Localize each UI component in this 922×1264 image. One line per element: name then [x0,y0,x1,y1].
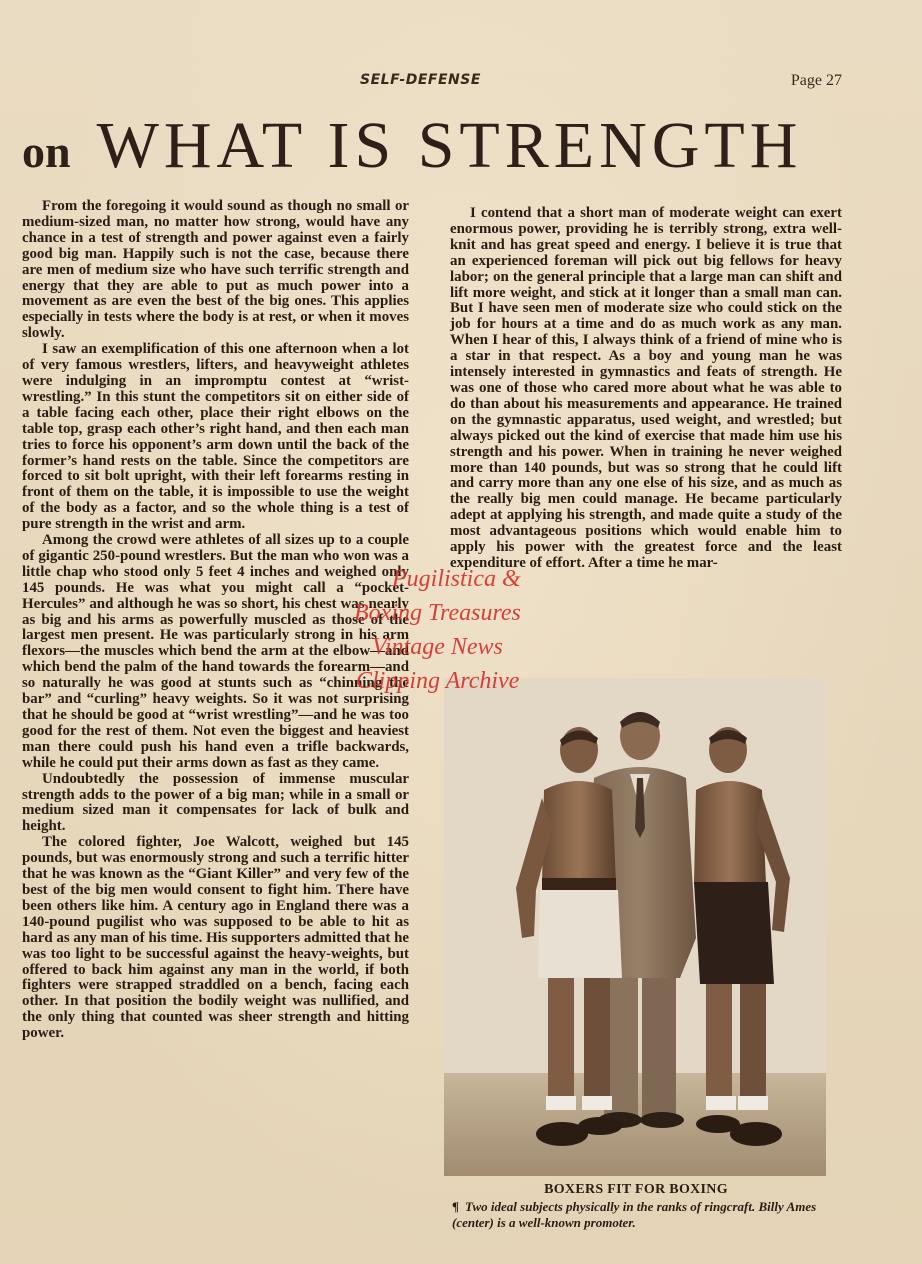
photo-caption [452,1199,832,1231]
paragraph: I contend that a short man of moderate weight can exert enormous power, providing he is terribly strong, extra well-knit and has great speed and energy. I believe it is true that an experienced foreman will pick out big fellows for heavy labor; on the general principle that a large man can shift and lift more weight, and stick at it longer than a small man can. But I have seen men of moderate size who could stick on the job for hours at a time and do as much work as any man. When I hear of this, I always think of a friend of mine who is a star in that respect. As a boy and young man he was intensely interested in gymnastics and feats of strength. He was one of those who cared more about what he was able to do than about his measurements and appearance. He trained on the gymnastic apparatus, used weight, and wrestled; but always picked out the kind of exercise that made him use his strength and his power. When in training he never weighed more than 140 pounds, but was so strong that he could lift and carry more than any one else of his size, and as much as the really big men could manage. He became particularly adept at applying his strength, and made quite a study of the most advantageous positions which would enable him to apply his power with the greatest force and the least expenditure of effort. After a time he mar- [450,205,842,571]
photo-caption-text: Two ideal subjects physically in the ranks of ringcraft. Billy Ames (center) is a well-known promoter. [452,1199,817,1230]
right-column [450,206,842,572]
paragraph: I saw an exemplification of this one afternoon when a lot of very famous wrestlers, lifters, and heavyweight athletes were indulging in an impromptu contest at “wrist-wrestling.” In this stunt the competitors sit on either side of a table facing each other, place their right elbows on the table top, grasp each other’s right hand, and then each man tries to force his opponent’s arm down until the back of the former’s hand rests on the table. Since the competitors are forced to sit bolt upright, with their left forearms resting in front of them on the table, it is impossible to use the weight of the body as a factor, and so the whole thing is a test of pure strength in the wrist and arm. [22,341,409,533]
paragraph: The colored fighter, Joe Walcott, weighed but 145 pounds, but was enormously strong and such a terrific hitter that he was known as the “Giant Killer” and very few of the best of the big men would consent to fight him. There have been others like him. A century ago in England there was a 140-pound pugilist who was supposed to be able to hit as hard as any man of his time. His supporters admitted that he was too light to be successful against the heavy-weights, but offered to back him against any man in the world, if both fighters were strapped straddled on a bench, facing each other. In that position the bodily weight was nullified, and the only thing that counted was sheer strength and hitting power. [22,834,409,1042]
watermark [350,562,650,698]
title-prefix: on [22,126,71,177]
article-title [22,108,902,188]
photo-caption-title: BOXERS FIT FOR BOXING [544,1182,728,1197]
watermark-line: Boxing Treasures [354,600,521,626]
watermark-line: Pugilistica & [392,566,521,592]
paragraph: From the foregoing it would sound as though no small or medium-sized man, no matter how strong, would have any chance in a test of strength and power against even a fairly good big man. Happily such is not the case, because there are men of medium size who have such terrific strength and energy that they are able to put as much power into a movement as are even the best of the big ones. This applies especially in tests where the body is at rest, or when it moves slowly. [22,198,409,342]
watermark-line: Vintage News [372,634,503,660]
running-head: SELF-DEFENSE [360,72,481,88]
watermark-line: Clipping Archive [356,668,520,694]
title-main: WHAT IS STRENGTH [96,109,803,182]
paragraph: Undoubtedly the possession of immense muscular strength adds to the power of a big man; while in a small or medium sized man it compensates for lack of bulk and height. [22,770,409,835]
boxers-photo-illustration [444,678,826,1176]
boxers-photo [444,678,826,1176]
pilcrow-mark: ¶ [452,1199,460,1214]
page-header [0,72,922,92]
page-number: Page 27 [790,72,842,89]
paragraph: Among the crowd were athletes of all sizes up to a couple of gigantic 250-pound wrestlers. But the man who won was a little chap who stood only 5 feet 4 inches and weighed only 145 pounds. He was what you might call a “pocket-Hercules” and although he was so short, his chest was nearly as big and his arms as powerfully muscled as those of the largest men present. He was particularly strong in his arm flexors—the muscles which bend the arm at the elbow—and which bend the palm of the hand towards the forearm—and so naturally he was good at stunts such as “chinning the bar” and “curling” heavy weights. So it was not surprising that he should be good at “wrist wrestling”—and he was too good for the rest of them. Not even the biggest and heaviest man there could push his hand even a trifle backwards, while he could put their arms down as fast as they came. [22,532,409,771]
